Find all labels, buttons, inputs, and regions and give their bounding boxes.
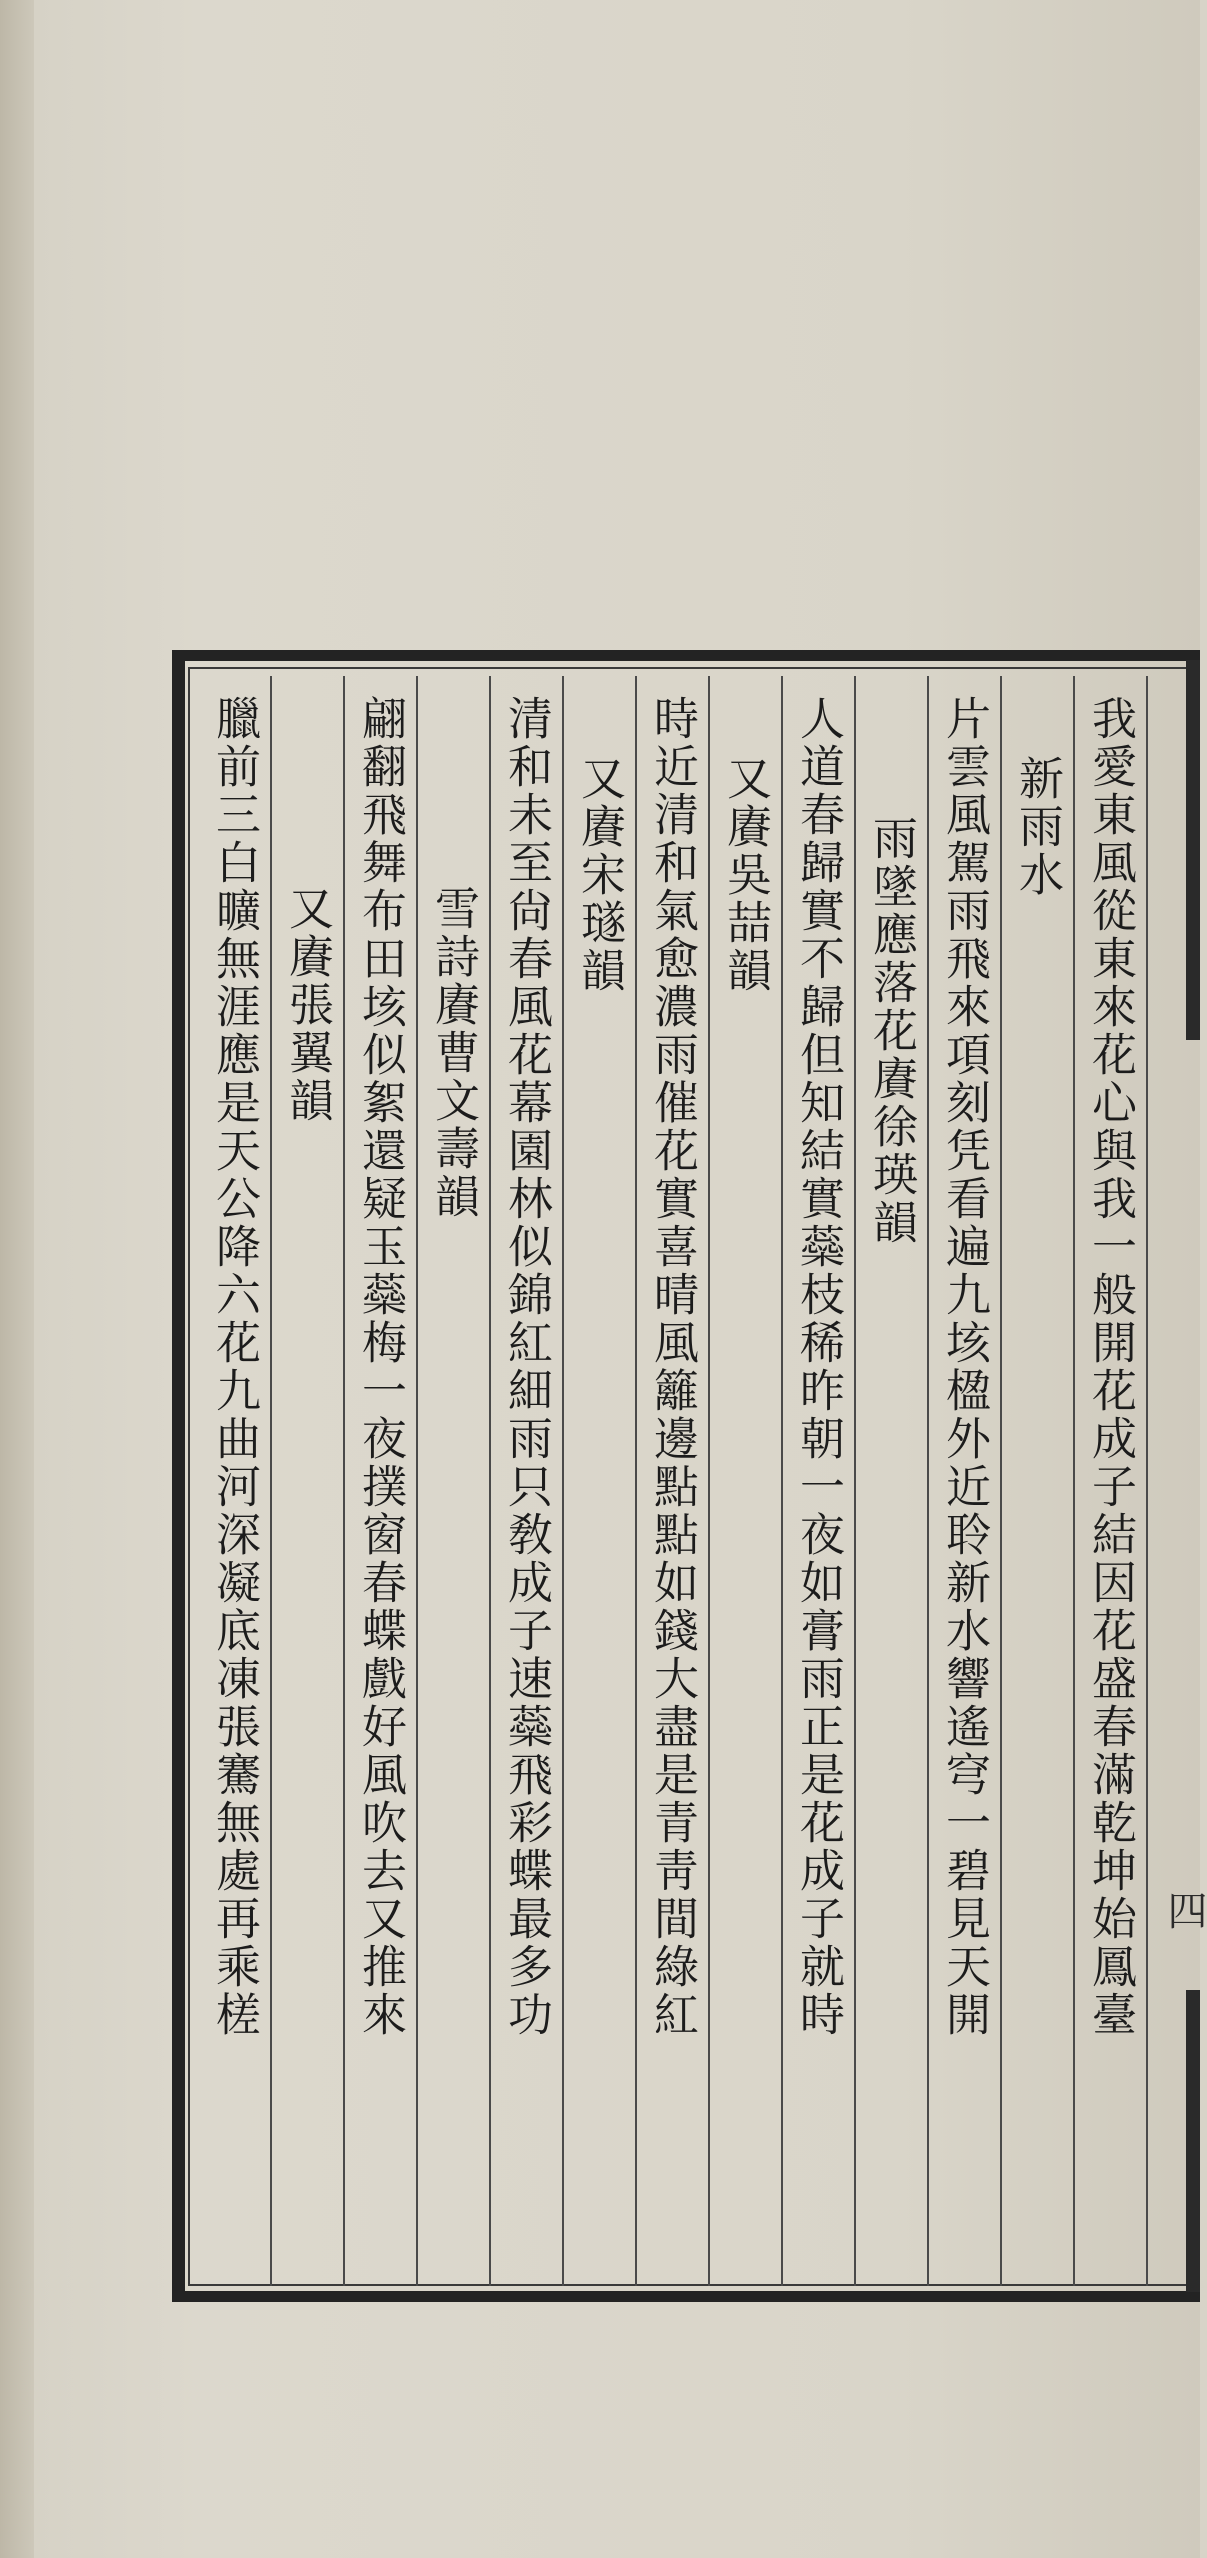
text-column-2: 新雨水 <box>1011 755 1064 899</box>
frame-right-edge-upper <box>1186 660 1200 1040</box>
text-column-13: 臘前三白曠無涯應是天公降六花九曲河深凝底凍張騫無處再乘槎 <box>208 695 261 2039</box>
column-rule <box>708 676 710 2286</box>
column-rule <box>1146 676 1148 2286</box>
column-rule <box>1073 676 1075 2286</box>
column-rule <box>343 676 345 2286</box>
book-spine <box>0 0 34 2558</box>
column-rule <box>270 676 272 2286</box>
text-column-3: 片雲風駕雨飛來項刻凭看遍九垓楹外近聆新水響遙穹一碧見天開 <box>938 695 991 2039</box>
text-column-8: 又賡宋璲韻 <box>573 755 626 995</box>
text-column-4: 雨墜應落花賡徐瑛韻 <box>865 815 918 1247</box>
column-rule <box>781 676 783 2286</box>
text-column-9: 清和未至尙春風花幕園林似錦紅細雨只敎成子速蘂飛彩蝶最多功 <box>500 695 553 2039</box>
column-rule <box>562 676 564 2286</box>
text-column-1: 我愛東風從東來花心與我一般開花成子結因花盛春滿乾坤始鳳臺 <box>1084 695 1137 2039</box>
column-rule <box>927 676 929 2286</box>
text-column-5: 人道春歸實不歸但知結實蘂枝稀昨朝一夜如膏雨正是花成子就時 <box>792 695 845 2039</box>
text-column-12: 又賡張翼韻 <box>281 885 334 1125</box>
column-rule <box>416 676 418 2286</box>
column-rule <box>854 676 856 2286</box>
text-column-7: 時近清和氣愈濃雨催花實喜晴風籬邊點點如錢大盡是青靑間綠紅 <box>646 695 699 2039</box>
text-column-11: 翩翻飛舞布田垓似絮還疑玉蘂梅一夜撲窗春蝶戲好風吹去又推來 <box>354 695 407 2039</box>
text-column-6: 又賡吳喆韻 <box>719 755 772 995</box>
text-column-10: 雪詩賡曹文壽韻 <box>427 885 480 1221</box>
column-rule <box>635 676 637 2286</box>
column-rule <box>1000 676 1002 2286</box>
frame-right-edge-lower <box>1186 1990 1200 2292</box>
folio-number: 四 <box>1161 1890 1207 1930</box>
column-rule <box>489 676 491 2286</box>
